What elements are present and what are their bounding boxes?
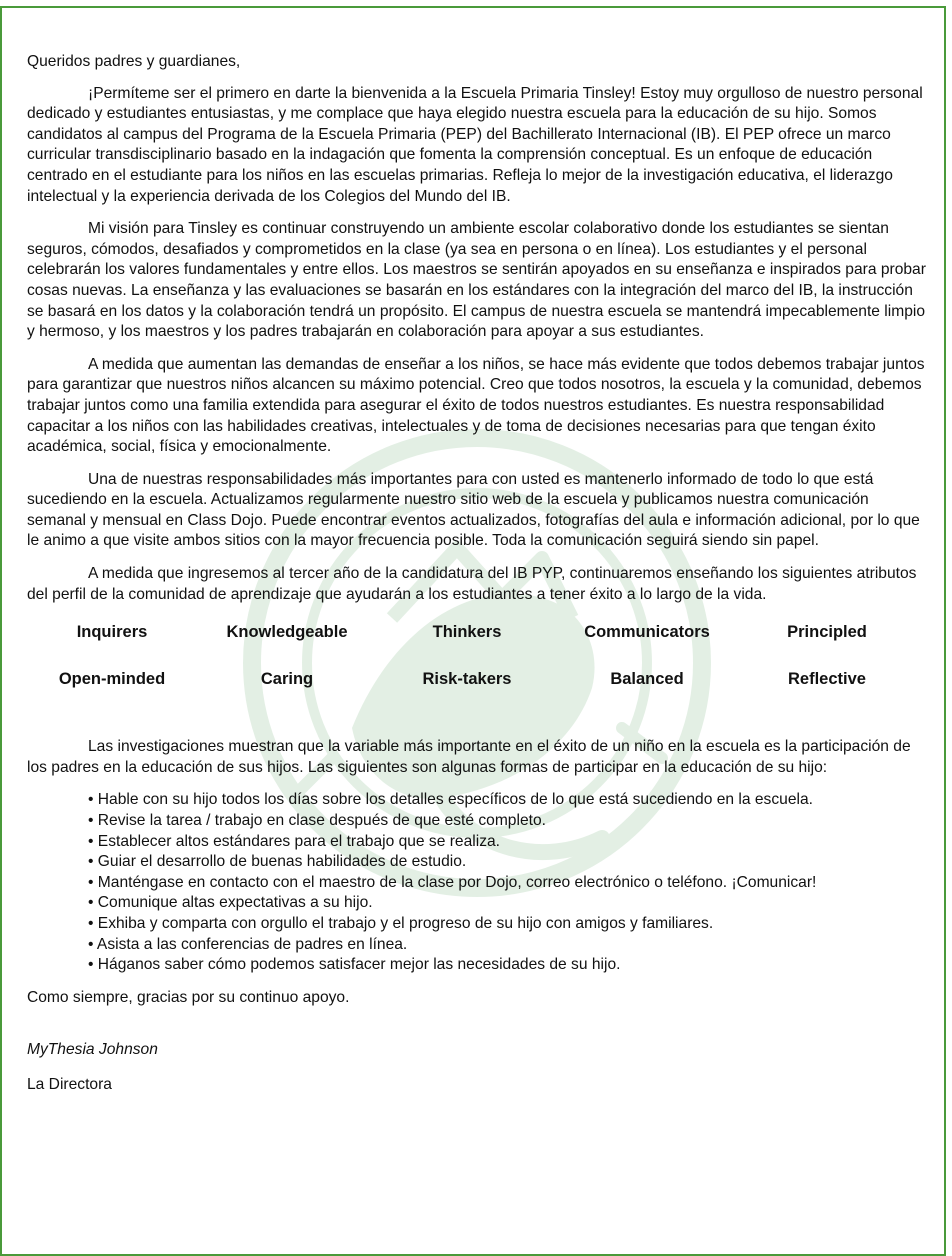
list-item: • Exhiba y comparta con orgullo el trabajo y el progreso de su hijo con amigos y familiares. — [88, 915, 714, 932]
list-item: • Asista a las conferencias de padres en línea. — [88, 935, 408, 953]
learner-profile-attributes — [27, 619, 927, 693]
paragraph-demands: A medida que aumentan las demandas de enseñar a los niños, se hace más evidente que todos debemos trabajar juntos para garantizar que nuestros niños alcancen su máximo potencial. Creo que todos nosotros, la escuela y la comunidad, debemos trabajar juntos como una familia extendida para asegurar el éxito de todos nuestros estudiantes. Es nuestra responsabilidad capacitar a los niños con las habilidades creativas, intelectuales y de toma de decisiones necesarias para que tengan éxito académica, social, física y emocionalmente. — [27, 355, 925, 456]
list-item: • Háganos saber cómo podemos satisfacer mejor las necesidades de su hijo. — [88, 956, 621, 974]
closing: Como siempre, gracias por su continuo apoyo. — [27, 988, 350, 1006]
attribute-item: Caring — [260, 670, 314, 689]
attribute-item: Knowledgeable — [226, 623, 348, 642]
attribute-item: Risk-takers — [422, 670, 512, 689]
attribute-item: Inquirers — [76, 623, 148, 642]
paragraph-vision: Mi visión para Tinsley es continuar construyendo un ambiente escolar colaborativo donde los estudiantes se sientan seguros, cómodos, desafiados y comprometidos en la clase (ya sea en persona o en línea). Los estudiantes y el personal celebrarán los valores fundamentales y entre ellos. Los maestros se sentirán apoyados en su enseñanza e inspirados para probar cosas nuevas. La enseñanza y las evaluaciones se basarán en los estándares con la integración del marco del IB, la instrucción se basará en los datos y la colaboración tendrá un propósito. El campus de nuestra escuela se mantendrá impecablemente limpio y hermoso, y los maestros y los padres trabajarán en colaboración para apoyar a sus estudiantes. — [27, 220, 926, 341]
attribute-item: Balanced — [610, 670, 684, 689]
salutation: Queridos padres y guardianes, — [27, 53, 241, 70]
attribute-item: Open-minded — [58, 670, 166, 689]
signer-title: La Directora — [27, 1075, 112, 1093]
list-item: • Hable con su hijo todos los días sobre los detalles específicos de lo que está sucediendo en la escuela. — [88, 791, 813, 809]
attribute-item: Thinkers — [432, 623, 502, 642]
list-item: • Manténgase en contacto con el maestro de la clase por Dojo, correo electrónico o teléfono. ¡Comunicar! — [88, 873, 817, 891]
attribute-item: Reflective — [788, 670, 866, 689]
letter-page — [0, 6, 946, 1256]
signature: MyThesia Johnson — [27, 1041, 158, 1059]
list-item: • Revise la tarea / trabajo en clase después de que esté completo. — [88, 812, 546, 830]
letter-body — [27, 52, 927, 1096]
attribute-item: Principled — [787, 623, 867, 642]
list-item: • Guiar el desarrollo de buenas habilidades de estudio. — [88, 853, 467, 871]
list-item: • Comunique altas expectativas a su hijo. — [88, 894, 373, 912]
participation-list — [27, 790, 927, 975]
paragraph-research: Las investigaciones muestran que la variable más importante en el éxito de un niño en la escuela es la participación de los padres en la educación de sus hijos. Las siguientes son algunas formas de participar en la educación de su hijo: — [27, 738, 911, 776]
paragraph-welcome: ¡Permíteme ser el primero en darte la bienvenida a la Escuela Primaria Tinsley! Estoy muy orgulloso de nuestro personal dedicado y estudiantes entusiastas, y me complace que haya elegido nuestra escuela para la educación de su hijo. Somos candidatos al campus del Programa de la Escuela Primaria (PEP) del Bachillerato Internacional (IB). El PEP ofrece un marco curricular transdisciplinario basado en la indagación que fomenta la comprensión conceptual. Es un enfoque de educación centrado en el estudiante para los niños en las escuelas primarias. Refleja lo mejor de la investigación educativa, el liderazgo intelectual y la experiencia derivada de los Colegios del Mundo del IB. — [27, 84, 923, 205]
attribute-item: Communicators — [584, 623, 710, 642]
paragraph-communication: Una de nuestras responsabilidades más importantes para con usted es mantenerlo informado de todo lo que está sucediendo en la escuela. Actualizamos regularmente nuestro sitio web de la escuela y publicamos nuestra comunicación semanal y mensual en Class Dojo. Puede encontrar eventos actualizados, fotografías del aula e información adicional, por lo que le animo a que visite ambos sitios con la mayor frecuencia posible. Toda la comunicación seguirá siendo sin papel. — [27, 470, 920, 550]
paragraph-ib-pyp: A medida que ingresemos al tercer año de la candidatura del IB PYP, continuaremos enseñando los siguientes atributos del perfil de la comunidad de aprendizaje que ayudarán a los estudiantes a tener éxito a lo largo de la vida. — [27, 565, 917, 603]
list-item: • Establecer altos estándares para el trabajo que se realiza. — [88, 832, 501, 850]
